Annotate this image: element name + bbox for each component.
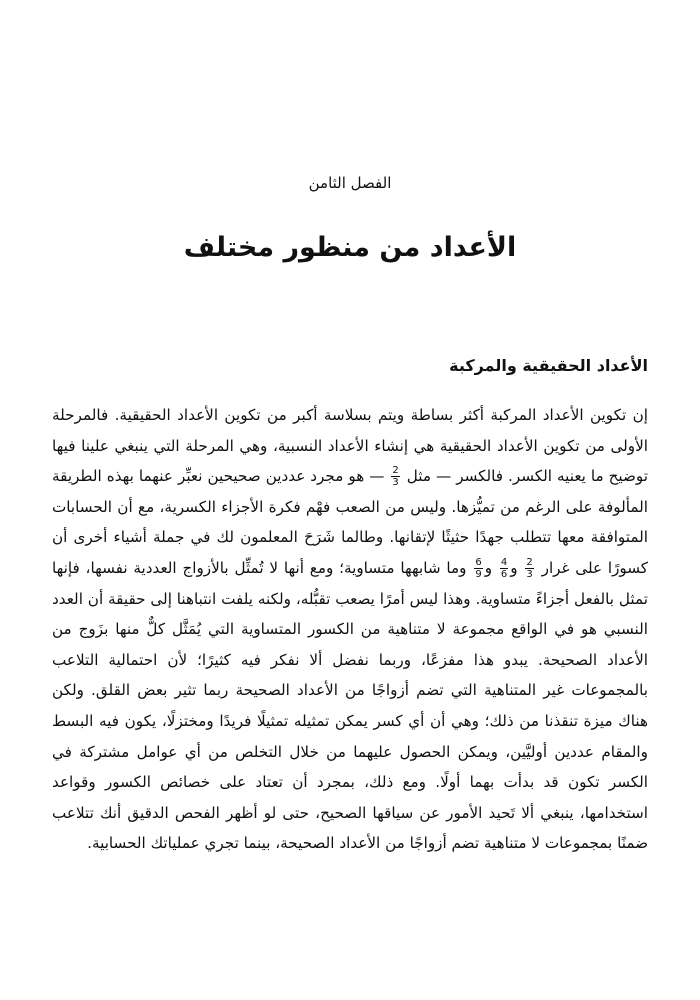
- chapter-title: الأعداد من منظور مختلف: [183, 232, 517, 263]
- fraction-two-thirds: [391, 465, 399, 488]
- fraction-denominator: 9: [475, 568, 482, 580]
- fraction-numerator: 4: [500, 556, 508, 568]
- body-text-segment: — هو مجرد عددين صحيحين نعبِّر عنهما بهذه الطريقة المألوفة على الرغم من تميُّزها. وليس من الصعب فهْم فكرة الأجزاء الكسرية، مع أن الحسابات المتوافقة معها تتطلب جهدًا حثيثًا لإتقانها. وطالما شَرَحَ المعلمون لك في جملة أشياء أخرى أن كسورًا على غرار: [52, 467, 649, 577]
- fraction-denominator: 6: [500, 568, 508, 580]
- fraction-numerator: 2: [526, 556, 533, 568]
- section-heading: الأعداد الحقيقية والمركبة: [449, 356, 648, 375]
- fraction-numerator: 2: [392, 465, 399, 477]
- fraction-denominator: 3: [392, 477, 399, 489]
- body-text-segment: و: [510, 558, 518, 577]
- chapter-label: الفصل الثامن: [308, 174, 392, 192]
- fraction-two-thirds: [525, 557, 533, 580]
- fraction-four-sixths: [500, 557, 508, 580]
- body-text-segment: وما شابهها متساوية؛ ومع أنها لا تُمثِّل بالأزواج العددية نفسها، فإنها تمثل بالفعل أجزاءً متساوية. وهذا ليس أمرًا يصعب تقبُّله، ولكنه يلفت انتباهنا إلى حقيقة أن العدد النسبي هو في الواقع مجموعة لا متناهية من الكسور المتساوية التي يُمَثَّل كلٌّ منها بزَوج من الأعداد الصحيحة. يبدو هذا مفزعًا، وربما نفضل ألا نفكر فيه كثيرًا؛ لأن احتمالية التلاعب بالمجموعات غير المتناهية التي تضم أزواجًا من الأعداد الصحيحة ربما تثير بعض القلق. ولكن هناك ميزة تنقذنا من ذلك؛ وهي أن أي كسر يمكن تمثيله تمثيلًا فريدًا ومختزلًا، يكون فيه البسط والمقام عددين أوليَّين، ويمكن الحصول عليهما من خلال التخلص من أي عوامل مشتركة في الكسر تكون قد بدأت بهما أولًا. ومع ذلك، بمجرد أن تعتاد على خصائص الكسور وقواعد استخدامها، ينبغي ألا تَحيد الأمور عن سياقها الصحيح، حتى لو أظهر الفحص الدقيق أنك تتلاعب ضمنًا بمجموعات لا متناهية تضم أزواجًا من الأعداد الصحيحة، بينما تجري عملياتك الحسابية.: [52, 558, 648, 853]
- fraction-denominator: 3: [526, 568, 533, 580]
- body-text-segment: و: [484, 558, 493, 577]
- fraction-six-ninths: [474, 557, 482, 580]
- body-text-segment: إن تكوين الأعداد المركبة أكثر بساطة ويتم بسلاسة أكبر من تكوين الأعداد الحقيقية. فالمرحلة الأولى من تكوين الأعداد الحقيقية هي إنشاء الأعداد النسبية، وهي المرحلة التي ينبغي علينا فيها توضيح ما يعنيه الكسر. فالكسر — مثل: [52, 406, 648, 486]
- body-paragraph: [52, 400, 648, 859]
- fraction-numerator: 6: [475, 556, 482, 568]
